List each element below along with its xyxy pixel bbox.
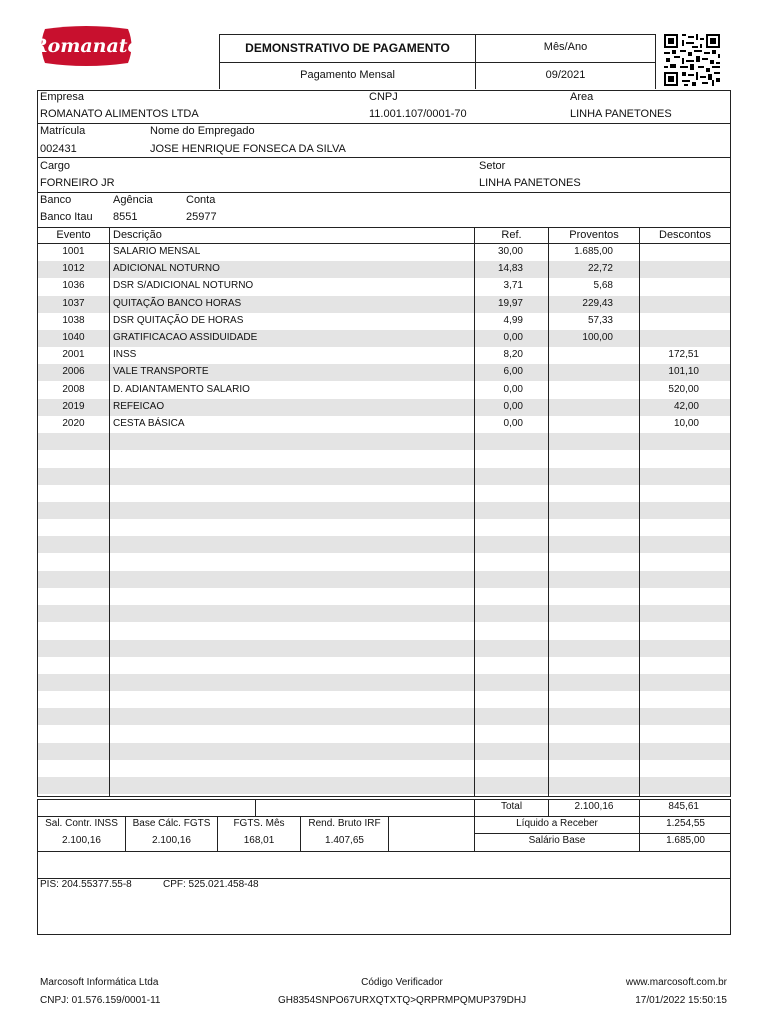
table-cell-ref: 0,00 (503, 418, 523, 429)
row-stripe (38, 674, 730, 691)
setor-label: Setor (479, 160, 506, 172)
area-label: Area (570, 91, 594, 103)
col-evento-header: Evento (56, 229, 91, 241)
total-label: Total (500, 801, 523, 812)
total-descontos: 845,61 (668, 801, 699, 812)
fgts-mes-value: 168,01 (243, 835, 275, 846)
table-cell-descricao: DSR QUITAÇÃO DE HORAS (113, 314, 244, 326)
table-cell-descricao: ADICIONAL NOTURNO (113, 263, 220, 275)
codigo-verificador-value: GH8354SNPO67URXQTXTQ>QRPRMPQMUP379DHJ (277, 995, 527, 1006)
row-stripe (38, 605, 730, 622)
table-cell-ref: 19,97 (497, 297, 523, 309)
banco-value: Banco Itau (40, 211, 93, 223)
table-cell-ref: 6,00 (503, 366, 523, 378)
total-proventos: 2.100,16 (574, 801, 614, 812)
footer-cnpj: CNPJ: 01.576.159/0001-11 (40, 995, 161, 1006)
document-subtitle: Pagamento Mensal (300, 69, 395, 81)
table-cell-evento: 2019 (62, 400, 85, 412)
table-cell-descontos: 10,00 (673, 418, 699, 429)
salario-base-value: 1.685,00 (666, 835, 705, 846)
sal-contr-inss-label: Sal. Contr. INSS (45, 818, 118, 829)
table-cell-descricao: CESTA BÁSICA (113, 418, 185, 429)
table-cell-descontos: 172,51 (668, 349, 699, 361)
col-descricao-header: Descrição (113, 229, 162, 241)
table-cell-descricao: REFEICAO (113, 400, 165, 412)
table-cell-ref: 8,20 (503, 349, 523, 361)
row-stripe (38, 777, 730, 794)
row-stripe (38, 708, 730, 725)
liquido-value: 1.254,55 (666, 818, 705, 829)
svg-text:Romanato: Romanato (31, 35, 141, 57)
rend-bruto-label: Rend. Bruto IRF (308, 818, 381, 829)
company-logo (31, 25, 141, 67)
document-title: DEMONSTRATIVO DE PAGAMENTO (245, 41, 450, 55)
conta-label: Conta (186, 194, 216, 206)
qr-code-icon (664, 34, 720, 86)
row-stripe (38, 536, 730, 553)
table-cell-proventos: 1.685,00 (574, 246, 613, 257)
table-cell-descricao: D. ADIANTAMENTO SALARIO (113, 383, 250, 395)
table-cell-evento: 1036 (62, 280, 85, 292)
nome-value: JOSE HENRIQUE FONSECA DA SILVA (150, 143, 346, 155)
table-cell-proventos: 5,68 (593, 280, 613, 292)
table-cell-descricao: SALARIO MENSAL (113, 246, 201, 257)
table-cell-descricao: GRATIFICACAO ASSIDUIDADE (113, 332, 258, 343)
liquido-label: Líquido a Receber (516, 818, 598, 829)
agencia-value: 8551 (113, 211, 138, 223)
table-cell-evento: 1038 (62, 314, 85, 326)
table-cell-evento: 2001 (62, 349, 85, 361)
setor-value: LINHA PANETONES (479, 177, 581, 189)
col-descontos-header: Descontos (659, 229, 711, 241)
table-cell-proventos: 100,00 (582, 332, 613, 343)
nome-label: Nome do Empregado (150, 125, 255, 137)
table-cell-descricao: INSS (113, 349, 137, 361)
conta-value: 25977 (186, 211, 217, 223)
col-proventos-header: Proventos (569, 229, 619, 241)
cpf-value: CPF: 525.021.458-48 (163, 879, 259, 890)
codigo-verificador-label: Código Verificador (361, 977, 443, 988)
table-cell-evento: 2020 (62, 418, 85, 429)
table-cell-ref: 3,71 (503, 280, 523, 292)
table-cell-proventos: 229,43 (582, 297, 613, 309)
table-cell-descricao: QUITAÇÃO BANCO HORAS (113, 297, 242, 309)
cargo-value: FORNEIRO JR (40, 177, 115, 189)
row-stripe (38, 743, 730, 760)
table-cell-ref: 0,00 (503, 332, 523, 343)
banco-label: Banco (40, 194, 72, 206)
row-stripe (38, 502, 730, 519)
sal-contr-inss-value: 2.100,16 (62, 835, 101, 846)
matricula-value: 002431 (40, 143, 77, 155)
agencia-label: Agência (113, 194, 153, 206)
base-fgts-value: 2.100,16 (152, 835, 191, 846)
table-cell-descricao: VALE TRANSPORTE (113, 366, 209, 378)
pis-value: PIS: 204.55377.55-8 (40, 879, 132, 890)
period-label: Mês/Ano (543, 41, 588, 53)
cnpj-value: 11.001.107/0001-70 (369, 108, 467, 120)
table-cell-evento: 1040 (62, 332, 85, 343)
area-value: LINHA PANETONES (570, 108, 672, 120)
base-fgts-label: Base Cálc. FGTS (132, 818, 211, 829)
table-cell-evento: 1012 (62, 263, 85, 275)
rend-bruto-value: 1.407,65 (325, 835, 364, 846)
table-cell-ref: 0,00 (503, 400, 523, 412)
empresa-label: Empresa (40, 91, 85, 103)
matricula-label: Matrícula (40, 125, 86, 137)
table-cell-descontos: 42,00 (673, 400, 699, 412)
table-cell-evento: 1037 (62, 297, 85, 309)
salario-base-label: Salário Base (528, 835, 586, 846)
table-cell-descontos: 101,10 (668, 366, 699, 378)
table-cell-descontos: 520,00 (668, 383, 699, 395)
table-cell-evento: 2006 (62, 366, 85, 378)
table-cell-ref: 0,00 (503, 383, 523, 395)
cargo-label: Cargo (40, 160, 70, 172)
table-cell-proventos: 57,33 (587, 314, 613, 326)
table-cell-ref: 30,00 (497, 246, 523, 257)
footer-company: Marcosoft Informática Ltda (40, 977, 159, 988)
table-cell-ref: 14,83 (497, 263, 523, 275)
footer-site-link[interactable]: www.marcosoft.com.br (625, 977, 727, 988)
cnpj-label: CNPJ (369, 91, 398, 103)
row-stripe (38, 468, 730, 485)
table-cell-descricao: DSR S/ADICIONAL NOTURNO (113, 280, 254, 292)
col-ref-header: Ref. (501, 229, 522, 241)
footer-datetime: 17/01/2022 15:50:15 (635, 995, 727, 1006)
table-cell-evento: 1001 (62, 246, 85, 257)
table-cell-proventos: 22,72 (587, 263, 613, 275)
row-stripe (38, 640, 730, 657)
table-cell-evento: 2008 (62, 383, 85, 395)
empresa-value: ROMANATO ALIMENTOS LTDA (40, 108, 199, 120)
fgts-mes-label: FGTS. Mês (233, 818, 285, 829)
row-stripe (38, 571, 730, 588)
table-cell-ref: 4,99 (503, 314, 523, 326)
row-stripe (38, 433, 730, 450)
period-value: 09/2021 (545, 69, 586, 81)
